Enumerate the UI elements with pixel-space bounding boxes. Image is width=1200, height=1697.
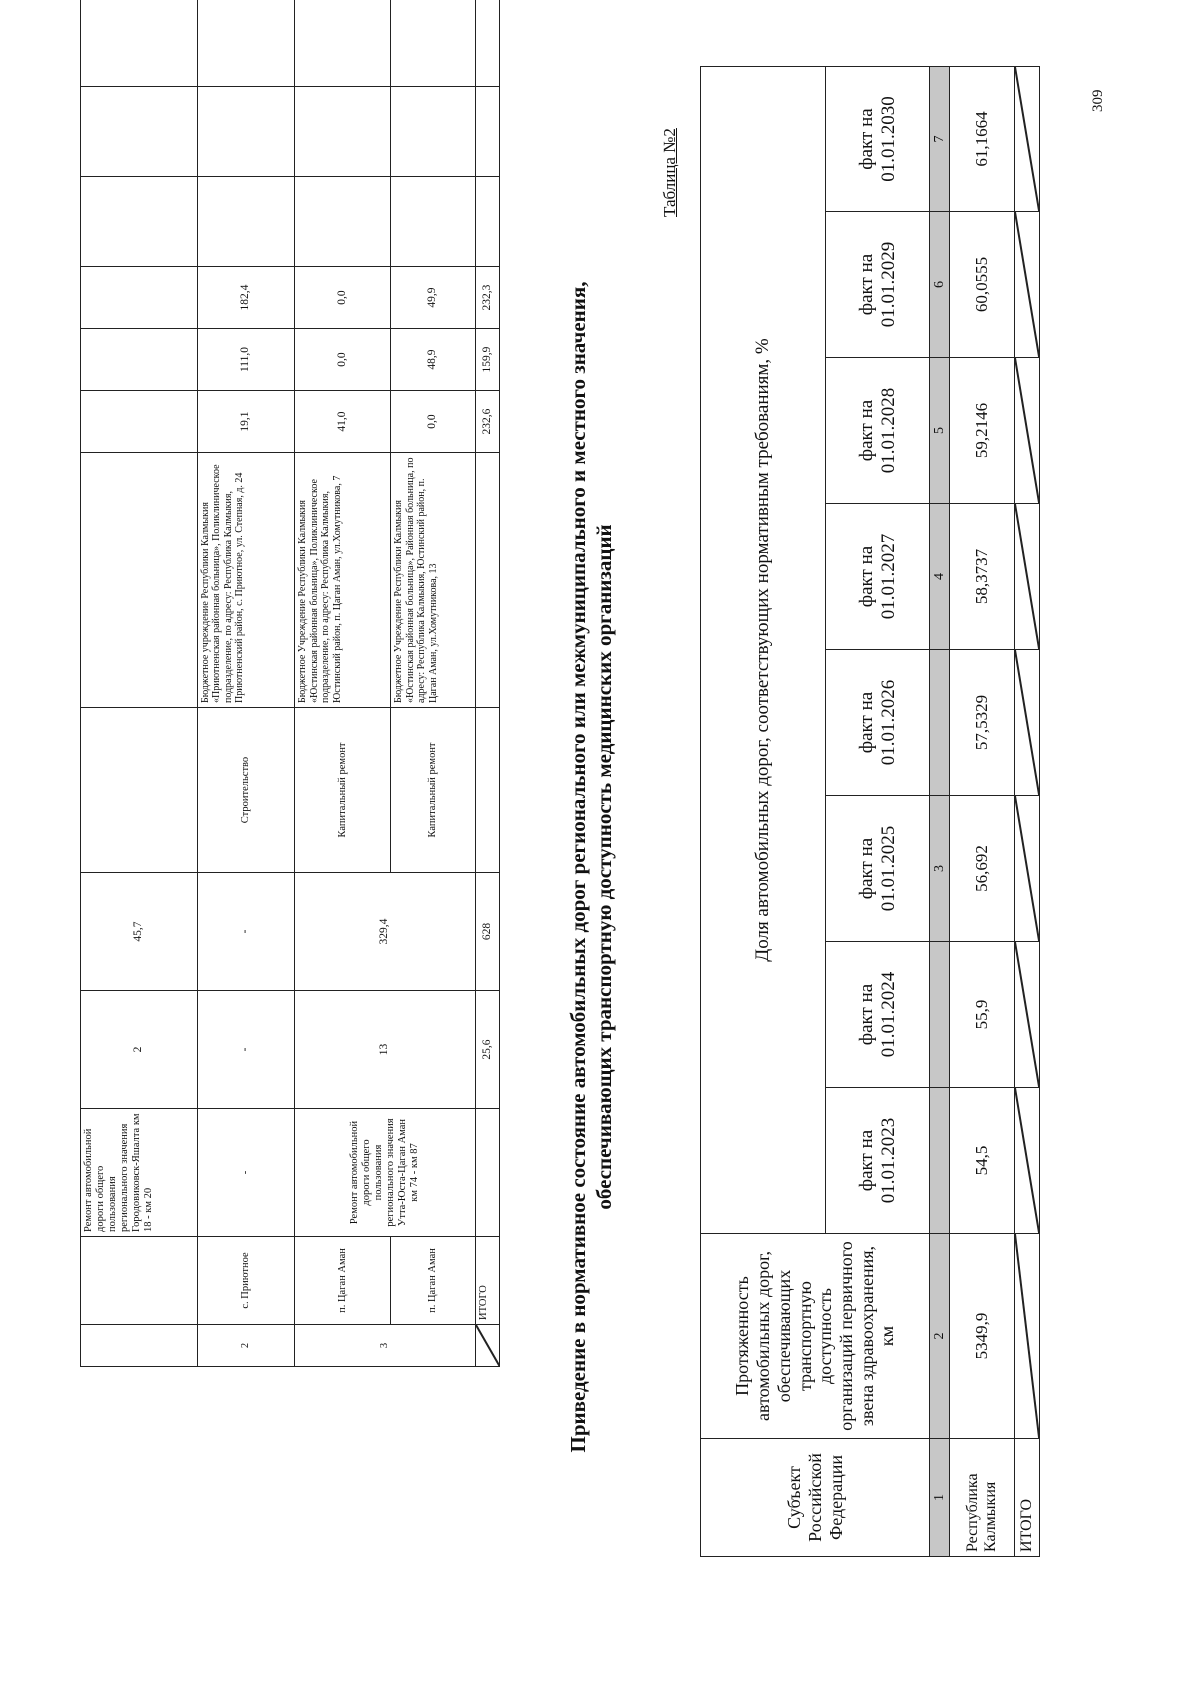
table-row xyxy=(197,0,295,1367)
table-row xyxy=(81,0,198,1367)
table-cell xyxy=(475,708,499,873)
table-cell xyxy=(81,0,198,87)
column-index: 3 xyxy=(930,796,950,942)
column-index: 2 xyxy=(930,1234,950,1439)
diagonal-cell xyxy=(1014,66,1039,211)
table-cell xyxy=(81,329,198,391)
heading-line: Приведение в нормативное состояние автомобильных дорог регионального или межмуниципального и местного значения, xyxy=(566,281,590,1453)
table-cell xyxy=(81,453,198,708)
km-cell: - xyxy=(197,991,295,1109)
total-row xyxy=(1014,66,1039,1556)
share-value: 55,9 xyxy=(950,942,1015,1088)
table-cell xyxy=(930,650,950,796)
table-cell xyxy=(81,391,198,453)
row-number: 2 xyxy=(197,1325,295,1367)
share-value: 59,2146 xyxy=(950,358,1015,504)
year-header: факт на 01.01.2027 xyxy=(826,504,930,650)
column-index: 6 xyxy=(930,212,950,358)
length-cell: 5349,9 xyxy=(950,1234,1015,1439)
total-label: ИТОГО xyxy=(1014,1439,1039,1557)
total-label: ИТОГО xyxy=(475,1237,499,1325)
value-cell: 0,0 xyxy=(295,329,391,391)
total-value: 159,9 xyxy=(475,329,499,391)
table-caption: Таблица №2 xyxy=(660,128,679,217)
organization-cell: Бюджетное Учреждение Республики Калмыкия «Юстинская районная больница», Районная больница, по адресу: Республика Калмыкия, Юстинский район, п. Цаган Аман, ул.Хомутникова, 13 xyxy=(391,453,475,708)
diagonal-cell xyxy=(475,1325,499,1367)
diagonal-cell xyxy=(1014,504,1039,650)
settlement-cell: п. Цаган Аман xyxy=(391,1237,475,1325)
diagonal-cell xyxy=(1014,650,1039,796)
section-heading xyxy=(565,137,618,1597)
value-cell: 49,9 xyxy=(391,267,475,329)
table-cell xyxy=(81,1237,198,1325)
share-value: 54,5 xyxy=(950,1088,1015,1234)
table-cell xyxy=(81,1325,198,1367)
data-row xyxy=(950,66,1015,1556)
heading-line: обеспечивающих транспортную доступность медицинских организаций xyxy=(592,524,617,1210)
year-header: факт на 01.01.2025 xyxy=(826,796,930,942)
table-cell xyxy=(475,177,499,267)
table-cell xyxy=(930,1088,950,1234)
subject-cell: Республика Калмыкия xyxy=(950,1439,1015,1557)
value-cell: 111,0 xyxy=(197,329,295,391)
value-cell: 0,0 xyxy=(391,391,475,453)
year-header: факт на 01.01.2026 xyxy=(826,650,930,796)
value-cell: 19,1 xyxy=(197,391,295,453)
year-header: факт на 01.01.2023 xyxy=(826,1088,930,1234)
table-cell xyxy=(391,177,475,267)
column-index: 7 xyxy=(930,66,950,211)
total-row xyxy=(475,0,499,1367)
settlement-cell: п. Цаган Аман xyxy=(295,1237,391,1325)
table-cell xyxy=(197,177,295,267)
organization-cell: Бюджетное Учреждение Республики Калмыкия «Юстинская районная больница», Поликлиническое подразделение, по адресу: Республика Калмыкия, Юстинский район, п. Цаган Аман, ул.Хомутникова, 7 xyxy=(295,453,391,708)
value-cell: 48,9 xyxy=(391,329,475,391)
column-index: 4 xyxy=(930,504,950,650)
road-repair-table xyxy=(80,0,500,1367)
table-cell xyxy=(475,0,499,87)
work-type-cell: Капитальный ремонт xyxy=(295,708,391,873)
share-value: 58,3737 xyxy=(950,504,1015,650)
diagonal-cell xyxy=(1014,212,1039,358)
total-km: 25,6 xyxy=(475,991,499,1109)
share-value: 60,0555 xyxy=(950,212,1015,358)
diagonal-cell xyxy=(1014,796,1039,942)
table-cell xyxy=(197,87,295,177)
organization-cell: Бюджетное учреждение Республики Калмыкия «Приютненская районная больница», Поликлиническое подразделение, по адресу: Республика Калмыкия, Приютненский район, с. Приютное, ул. Степная, д. 24 xyxy=(197,453,295,708)
cost-cell: 329,4 xyxy=(295,873,475,991)
cost-cell: - xyxy=(197,873,295,991)
value-cell: 0,0 xyxy=(295,267,391,329)
table-cell xyxy=(391,87,475,177)
share-value: 56,692 xyxy=(950,796,1015,942)
table-cell xyxy=(475,453,499,708)
table-cell xyxy=(81,87,198,177)
table-cell xyxy=(475,87,499,177)
road-name-cell: Ремонт автомобильной дороги общего пользования регионального значения Утта-Юста-Цаган Аман км 74 - км 87 xyxy=(295,1109,475,1237)
total-value: 232,6 xyxy=(475,391,499,453)
total-cost: 628 xyxy=(475,873,499,991)
km-cell: 2 xyxy=(81,991,198,1109)
year-header: факт на 01.01.2028 xyxy=(826,358,930,504)
table-cell xyxy=(295,87,391,177)
table-row xyxy=(295,0,391,1367)
row-number: 3 xyxy=(295,1325,475,1367)
diagonal-cell xyxy=(1014,358,1039,504)
table-cell xyxy=(81,267,198,329)
share-header: Доля автомобильных дорог, соответствующих нормативным требованиям, % xyxy=(701,66,826,1233)
table-cell xyxy=(197,0,295,87)
table-cell xyxy=(295,0,391,87)
column-index: 1 xyxy=(930,1439,950,1557)
total-value: 232,3 xyxy=(475,267,499,329)
table-cell xyxy=(930,942,950,1088)
share-value: 57,5329 xyxy=(950,650,1015,796)
column-index: 5 xyxy=(930,358,950,504)
road-name-cell: Ремонт автомобильной дороги общего пользования регионального значения Городовиковск-Яшалта км 18 - км 20 xyxy=(81,1109,198,1237)
value-cell: 41,0 xyxy=(295,391,391,453)
year-header: факт на 01.01.2029 xyxy=(826,212,930,358)
work-type-cell: Капитальный ремонт xyxy=(391,708,475,873)
column-index-row xyxy=(930,66,950,1556)
diagonal-cell xyxy=(1014,1234,1039,1439)
table-cell xyxy=(81,708,198,873)
table-cell xyxy=(81,177,198,267)
header-row xyxy=(701,66,826,1556)
cost-cell: 45,7 xyxy=(81,873,198,991)
diagonal-cell xyxy=(1014,942,1039,1088)
km-cell: 13 xyxy=(295,991,475,1109)
value-cell: 182,4 xyxy=(197,267,295,329)
page-number: 309 xyxy=(1090,89,1106,112)
road-name-cell: - xyxy=(197,1109,295,1237)
subject-header: Субъект Российской Федерации xyxy=(701,1439,930,1557)
work-type-cell: Строительство xyxy=(197,708,295,873)
table-cell xyxy=(475,1109,499,1237)
road-share-table xyxy=(700,66,1040,1557)
length-header: Протяженность автомобильных дорог, обеспечивающих транспортную доступность организаций первичного звена здравоохранения, км xyxy=(701,1234,930,1439)
table-cell xyxy=(391,0,475,87)
year-header: факт на 01.01.2024 xyxy=(826,942,930,1088)
year-header: факт на 01.01.2030 xyxy=(826,66,930,211)
diagonal-cell xyxy=(1014,1088,1039,1234)
share-value: 61,1664 xyxy=(950,66,1015,211)
table-cell xyxy=(295,177,391,267)
settlement-cell: с. Приютное xyxy=(197,1237,295,1325)
